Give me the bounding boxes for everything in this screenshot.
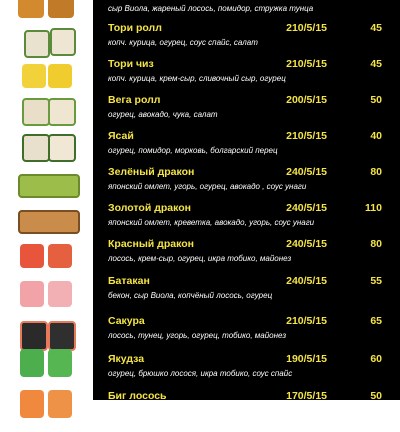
menu-item-desc: огурец, брюшко лосося, икра тобико, соус спайс — [108, 369, 293, 378]
menu-item-desc: лосось, тунец, угорь, огурец, тобико, майонез — [108, 331, 287, 340]
menu-item-price: 110 — [365, 202, 382, 214]
menu-item-price: 55 — [370, 275, 382, 287]
menu-item-price: 45 — [370, 58, 382, 70]
menu-item-name: Якудза — [108, 353, 145, 365]
sesame-roll-icon — [14, 26, 80, 58]
menu-item-name: Биг лосось — [108, 390, 167, 402]
menu-item-price: 50 — [370, 94, 382, 106]
menu-item-weight: 240/5/15 — [286, 238, 327, 250]
menu-item-desc: бекон, сыр Виола, копчёный лосось, огурец — [108, 291, 273, 300]
menu-item-weight: 210/5/15 — [286, 58, 327, 70]
menu-item-desc: японский омлет, угорь, огурец, авокадо , соус унаги — [108, 182, 307, 191]
menu-item-name: Вега ролл — [108, 94, 161, 106]
menu-item-price: 40 — [370, 130, 382, 142]
menu-item-weight: 170/5/15 — [286, 390, 327, 402]
menu-item-weight: 190/5/15 — [286, 353, 327, 365]
red-roll-icon — [14, 238, 80, 270]
menu-item-price: 45 — [370, 22, 382, 34]
dragon-roll-icon — [14, 202, 80, 234]
menu-item-price: 80 — [370, 166, 382, 178]
menu-item-weight: 210/5/15 — [286, 315, 327, 327]
vegetable-roll-icon — [14, 130, 80, 162]
menu-item — [0, 273, 400, 317]
menu-item-name: Тори ролл — [108, 22, 162, 34]
green-roll-icon — [14, 345, 80, 377]
menu-item-desc: огурец, помидор, морковь, болгарский перец — [108, 146, 278, 155]
menu-item-weight: 240/5/15 — [286, 202, 327, 214]
menu-item-name: Красный дракон — [108, 238, 194, 250]
menu-item-weight: 210/5/15 — [286, 130, 327, 142]
menu-item-name: Сакура — [108, 315, 145, 327]
menu-item-name: Золотой дракон — [108, 202, 191, 214]
menu-item-name: Батакан — [108, 275, 150, 287]
menu-item-desc: японский омлет, креветка, авокадо, угорь, соус унаги — [108, 218, 315, 227]
menu-item-desc: огурец, авокадо, чука, салат — [108, 110, 218, 119]
menu-item-desc: копч. курица, огурец, соус спайс, салат — [108, 38, 258, 47]
menu-item-weight: 210/5/15 — [286, 22, 327, 34]
menu-item-desc: копч. курица, крем-сыр, сливочный сыр, огурец — [108, 74, 286, 83]
menu-item-price: 50 — [370, 390, 382, 402]
menu-item-price: 60 — [370, 353, 382, 365]
pink-roll-icon — [14, 277, 80, 309]
menu-item-name: Ясай — [108, 130, 134, 142]
menu-item-desc: лосось, крем-сыр, огурец, икра тобико, майонез — [108, 254, 292, 263]
yellow-roll-icon — [14, 60, 80, 92]
menu-item-name: Зелёный дракон — [108, 166, 195, 178]
menu-item-desc: сыр Виола, жареный лосось, помидор, стружка тунца — [108, 4, 314, 13]
menu-item-price: 65 — [370, 315, 382, 327]
menu-item — [0, 388, 400, 432]
menu-item-price: 80 — [370, 238, 382, 250]
dragon-roll-icon — [14, 166, 80, 198]
menu-item-weight: 240/5/15 — [286, 275, 327, 287]
menu-item-weight: 200/5/15 — [286, 94, 327, 106]
menu-item-weight: 240/5/15 — [286, 166, 327, 178]
vegetable-roll-icon — [14, 94, 80, 126]
menu-item-name: Тори чиз — [108, 58, 154, 70]
salmon-roll-icon — [14, 386, 80, 418]
